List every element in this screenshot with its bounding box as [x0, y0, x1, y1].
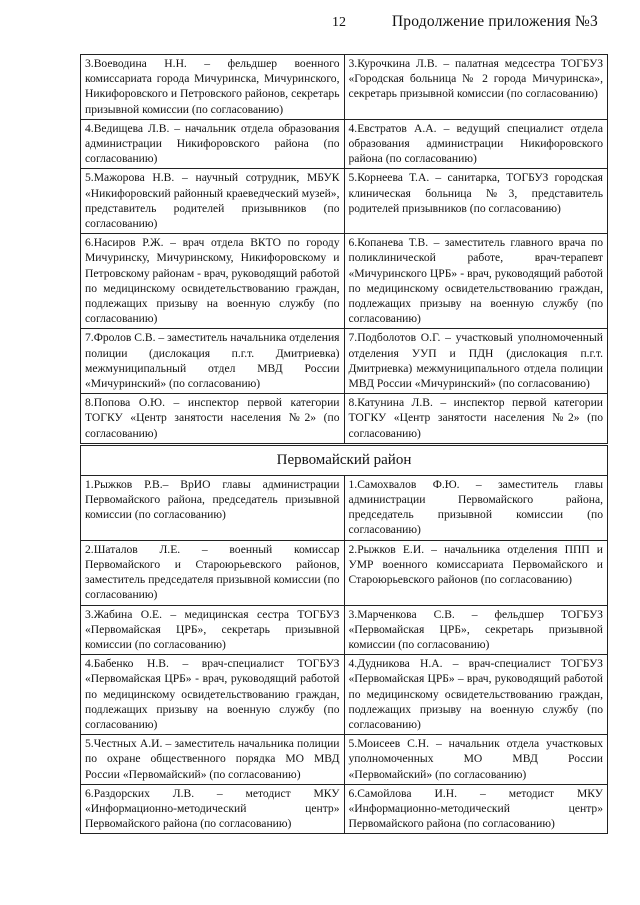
- member-cell-right: 4.Дудникова Н.А. – врач-специалист ТОГБУЗ «Первомайская ЦРБ» – врач, руководящий работой по медицинскому освидетельствованию граждан, подлежащих призыву на военную службу (по согласованию): [344, 655, 608, 735]
- member-cell-left: 4.Ведищева Л.В. – начальник отдела образования администрации Никифоровского района (по согласованию): [81, 119, 345, 169]
- member-cell-right: 1.Самохвалов Ф.Ю. – заместитель главы администрации Первомайского района, председатель призывной комиссии (по согласованию): [344, 475, 608, 540]
- page-number: 12: [332, 15, 346, 30]
- table-row: [81, 234, 608, 329]
- member-cell-right: 8.Катунина Л.В. – инспектор первой категории ТОГКУ «Центр занятости населения №2» (по согласованию): [344, 394, 608, 445]
- member-cell-right: 2.Рыжков Е.И. – начальника отделения ППП и УМР военного комиссариата Первомайского и Староюрьевского районов (по согласованию): [344, 540, 608, 605]
- member-cell-left: 7.Фролов С.В. – заместитель начальника отделения полиции (дислокация п.г.т. Дмитриевка) межмуниципальный отдел МВД России «Мичуринский» (по согласованию): [81, 329, 345, 394]
- commission-roster-table: [80, 54, 608, 834]
- member-cell-left: 3.Воеводина Н.Н. – фельдшер военного комиссариата города Мичуринска, Мичуринского, Никифоровского и Петровского районов, секретарь призывной комиссии (по согласованию): [81, 55, 345, 120]
- table-row: [81, 394, 608, 445]
- member-cell-right: 5.Корнеева Т.А. – санитарка, ТОГБУЗ городская клиническая больница №3, представитель родителей призывников (по согласованию): [344, 169, 608, 234]
- table-row: [81, 169, 608, 234]
- member-cell-left: 2.Шаталов Л.Е. – военный комиссар Первомайского и Староюрьевского районов, заместитель председателя призывной комиссии (по согласованию): [81, 540, 345, 605]
- member-cell-left: 6.Раздорских Л.В. – методист МКУ «Информационно-методический центр» Первомайского района (по согласованию): [81, 784, 345, 834]
- member-cell-left: 5.Честных А.И. – заместитель начальника полиции по охране общественного порядка МО МВД России «Первомайский» (по согласованию): [81, 735, 345, 785]
- table-row: [81, 329, 608, 394]
- appendix-title: Продолжение приложения №3: [391, 13, 598, 30]
- member-cell-left: 5.Мажорова Н.В. – научный сотрудник, МБУК «Никифоровский районный краеведческий музей», представитель родителей призывников (по согласованию): [81, 169, 345, 234]
- section-row: [81, 444, 608, 475]
- member-cell-right: 6.Самойлова И.Н. – методист МКУ «Информационно-методический центр» Первомайского района (по согласованию): [344, 784, 608, 834]
- member-cell-left: 6.Насиров Р.Ж. – врач отдела ВКТО по городу Мичуринску, Мичуринскому, Никифоровскому и Петровскому районам - врач, руководящий работой по медицинскому освидетельствованию граждан, подлежащих призыву на военную службу (по согласованию): [81, 234, 345, 329]
- member-cell-right: 6.Копанева Т.В. – заместитель главного врача по поликлинической работе, врач-терапевт «Мичуринского ЦРБ» - врач, руководящий работой по медицинскому освидетельствованию граждан, подлежащих призыву на военную службу (по согласованию): [344, 234, 608, 329]
- member-cell-right: 3.Марченкова С.В. – фельдшер ТОГБУЗ «Первомайская ЦРБ», секретарь призывной комиссии (по согласованию): [344, 605, 608, 655]
- section-title: Первомайский район: [81, 444, 608, 475]
- member-cell-left: 8.Попова О.Ю. – инспектор первой категории ТОГКУ «Центр занятости населения №2» (по согласованию): [81, 394, 345, 445]
- member-cell-right: 3.Курочкина Л.В. – палатная медсестра ТОГБУЗ «Городская больница № 2 города Мичуринска», секретарь призывной комиссии (по согласованию): [344, 55, 608, 120]
- table-row: [81, 540, 608, 605]
- member-cell-left: 4.Бабенко Н.В. – врач-специалист ТОГБУЗ «Первомайская ЦРБ» - врач, руководящий работой по медицинскому освидетельствованию граждан, подлежащих призыву на военную службу (по согласованию): [81, 655, 345, 735]
- member-cell-right: 7.Подболотов О.Г. – участковый уполномоченный отделения УУП и ПДН (дислокация п.г.т. Дмитриевка) межмуниципального отдела полиции МВД России «Мичуринский» (по согласованию): [344, 329, 608, 394]
- table-row: [81, 655, 608, 735]
- table-row: [81, 119, 608, 169]
- table-row: [81, 735, 608, 785]
- member-cell-right: 4.Евстратов А.А. – ведущий специалист отдела образования администрации Никифоровского района (по согласованию): [344, 119, 608, 169]
- member-cell-right: 5.Моисеев С.Н. – начальник отдела участковых уполномоченных МО МВД России «Первомайский» (по согласованию): [344, 735, 608, 785]
- table-row: [81, 784, 608, 834]
- table-row: [81, 475, 608, 540]
- member-cell-left: 3.Жабина О.Е. – медицинская сестра ТОГБУЗ «Первомайская ЦРБ», секретарь призывной комиссии (по согласованию): [81, 605, 345, 655]
- page-header: [0, 13, 640, 37]
- table-row: [81, 605, 608, 655]
- table-row: [81, 55, 608, 120]
- member-cell-left: 1.Рыжков Р.В.– ВрИО главы администрации Первомайского района, председатель призывной комиссии (по согласованию): [81, 475, 345, 540]
